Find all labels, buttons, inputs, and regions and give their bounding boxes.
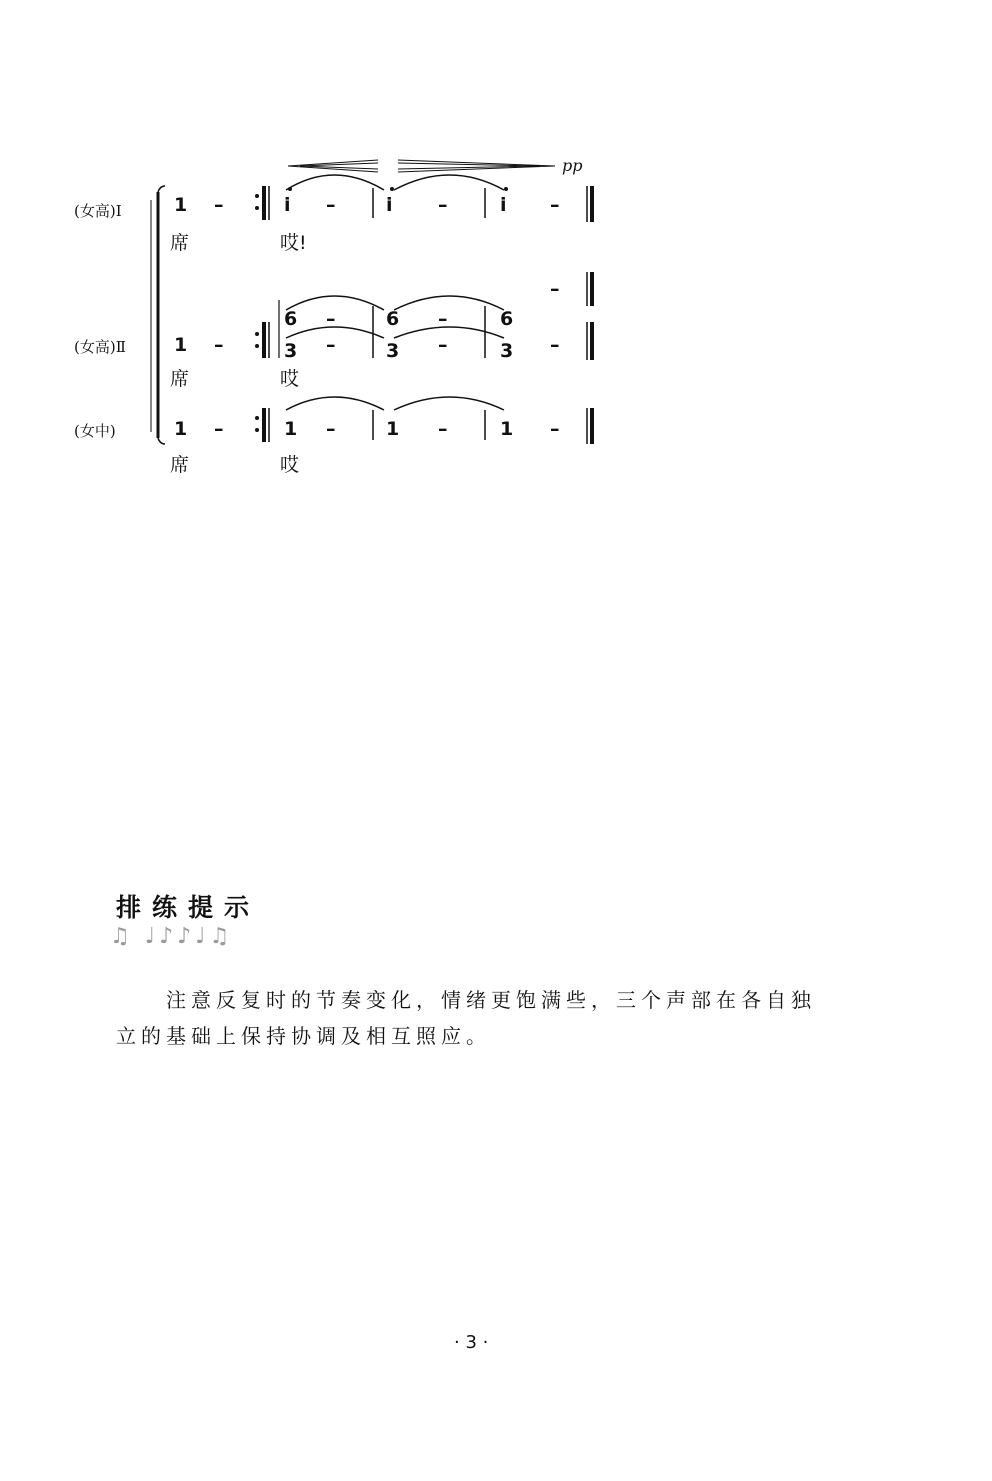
note: i (284, 194, 291, 216)
note: i (386, 194, 393, 216)
note: 3 (284, 340, 298, 362)
note: 1 (284, 418, 298, 440)
note: – (550, 278, 560, 300)
note: – (326, 334, 336, 356)
note: – (438, 194, 448, 216)
note: – (214, 194, 224, 216)
music-notes-decoration: ♫ ♩♪♪♩♫ (110, 924, 234, 949)
lyric: 哎 (280, 368, 300, 390)
note: 6 (284, 308, 298, 330)
note: – (326, 308, 336, 330)
part-label-soprano-1: (女高)Ⅰ (74, 202, 122, 220)
note: – (438, 308, 448, 330)
note: 6 (386, 308, 400, 330)
note: 3 (500, 340, 514, 362)
note: – (550, 194, 560, 216)
lyric: 哎! (280, 232, 307, 254)
note: – (550, 418, 560, 440)
note: 1 (174, 418, 188, 440)
note: 1 (500, 418, 514, 440)
score-graphics (0, 0, 992, 520)
lyric: 哎 (280, 454, 300, 476)
note: 1 (386, 418, 400, 440)
part-label-alto: (女中) (74, 422, 116, 440)
lyric: 席 (170, 454, 190, 476)
note: 1 (174, 334, 188, 356)
tips-body: 注意反复时的节奏变化，情绪更饱满些，三个声部在各自独立的基础上保持协调及相互照应。 (116, 988, 816, 1048)
page-number: · 3 · (454, 1332, 489, 1353)
lyric: 席 (170, 232, 190, 254)
dynamic-marking: pp (562, 156, 583, 175)
note: 6 (500, 308, 514, 330)
note: – (326, 194, 336, 216)
note: – (438, 418, 448, 440)
note: 1 (174, 194, 188, 216)
part-label-soprano-2: (女高)Ⅱ (74, 338, 126, 356)
note: i (500, 194, 507, 216)
note: – (550, 334, 560, 356)
lyric: 席 (170, 368, 190, 390)
note: – (214, 334, 224, 356)
tips-heading: 排练提示 (116, 893, 261, 922)
note: – (438, 334, 448, 356)
note: – (326, 418, 336, 440)
note: – (214, 418, 224, 440)
note: 3 (386, 340, 400, 362)
